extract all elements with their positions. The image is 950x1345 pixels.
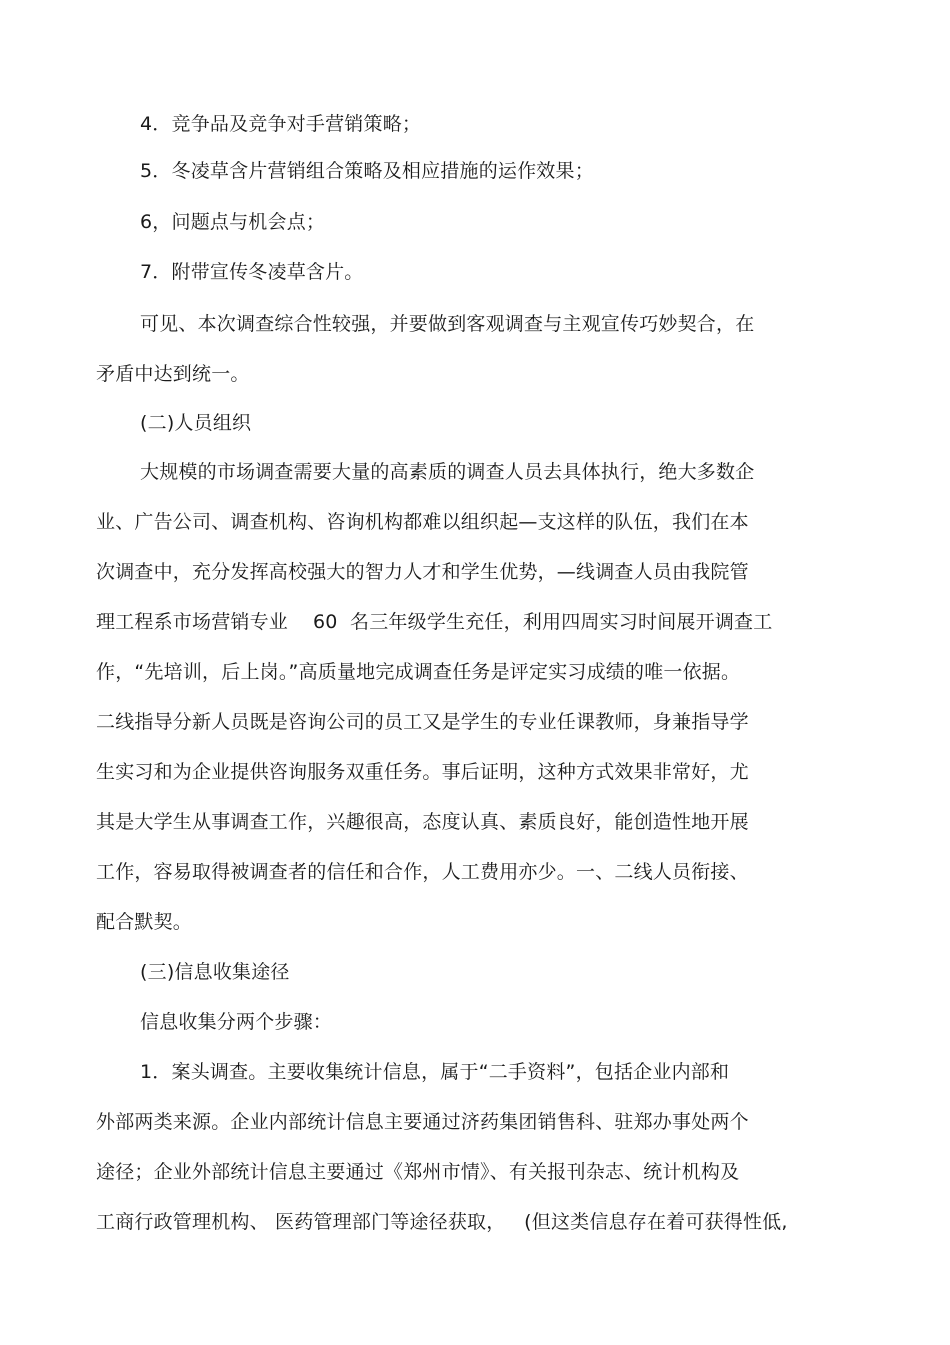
paragraph-line: 可见、本次调查综合性较强，并要做到客观调查与主观宣传巧妙契合，在 [140, 313, 755, 335]
paragraph-line: 大规模的市场调查需要大量的高素质的调查人员去具体执行，绝大多数企 [140, 461, 755, 483]
section-heading-personnel: (二)人员组织 [140, 412, 252, 434]
paragraph-line: 途径；企业外部统计信息主要通过《郑州市情》、有关报刊杂志、统计机构及 [96, 1161, 740, 1183]
paragraph-line: 信息收集分两个步骤： [140, 1011, 333, 1033]
section-heading-info-collection: (三)信息收集途径 [140, 961, 290, 983]
paragraph-line: 矛盾中达到统一。 [96, 363, 250, 385]
paragraph-line: 次调查中，充分发挥高校强大的智力人才和学生优势，—线调查人员由我院管 [96, 561, 749, 583]
paragraph-line: 配合默契。 [96, 911, 193, 933]
paragraph-line: 外部两类来源。企业内部统计信息主要通过济药集团销售科、驻郑办事处两个 [96, 1111, 749, 1133]
list-item-5: 5．冬凌草含片营销组合策略及相应措施的运作效果； [140, 160, 594, 182]
paragraph-line: 作，“先培训，后上岗。”高质量地完成调查任务是评定实习成绩的唯一依据。 [96, 661, 741, 683]
paragraph-line: 业、广告公司、调查机构、咨询机构都难以组织起—支这样的队伍，我们在本 [96, 511, 749, 533]
list-item-6: 6，问题点与机会点； [140, 211, 326, 233]
paragraph-line: 工商行政管理机构、 医药管理部门等途径获取， (但这类信息存在着可获得性低, [96, 1211, 788, 1233]
paragraph-line: 理工程系市场营销专业 60 名三年级学生充任，利用四周实习时间展开调查工 [96, 611, 773, 633]
paragraph-line: 生实习和为企业提供咨询服务双重任务。事后证明，这种方式效果非常好，尤 [96, 761, 749, 783]
paragraph-line: 工作，容易取得被调查者的信任和合作，人工费用亦少。一、二线人员衔接、 [96, 861, 749, 883]
paragraph-line: 二线指导分新人员既是咨询公司的员工又是学生的专业任课教师，身兼指导学 [96, 711, 749, 733]
paragraph-line: 其是大学生从事调查工作，兴趣很高，态度认真、素质良好，能创造性地开展 [96, 811, 749, 833]
paragraph-line: 1．案头调查。主要收集统计信息，属于“二手资料”，包括企业内部和 [140, 1061, 730, 1083]
list-item-7: 7．附带宣传冬凌草含片。 [140, 261, 364, 283]
list-item-4: 4．竞争品及竞争对手营销策略； [140, 113, 422, 135]
